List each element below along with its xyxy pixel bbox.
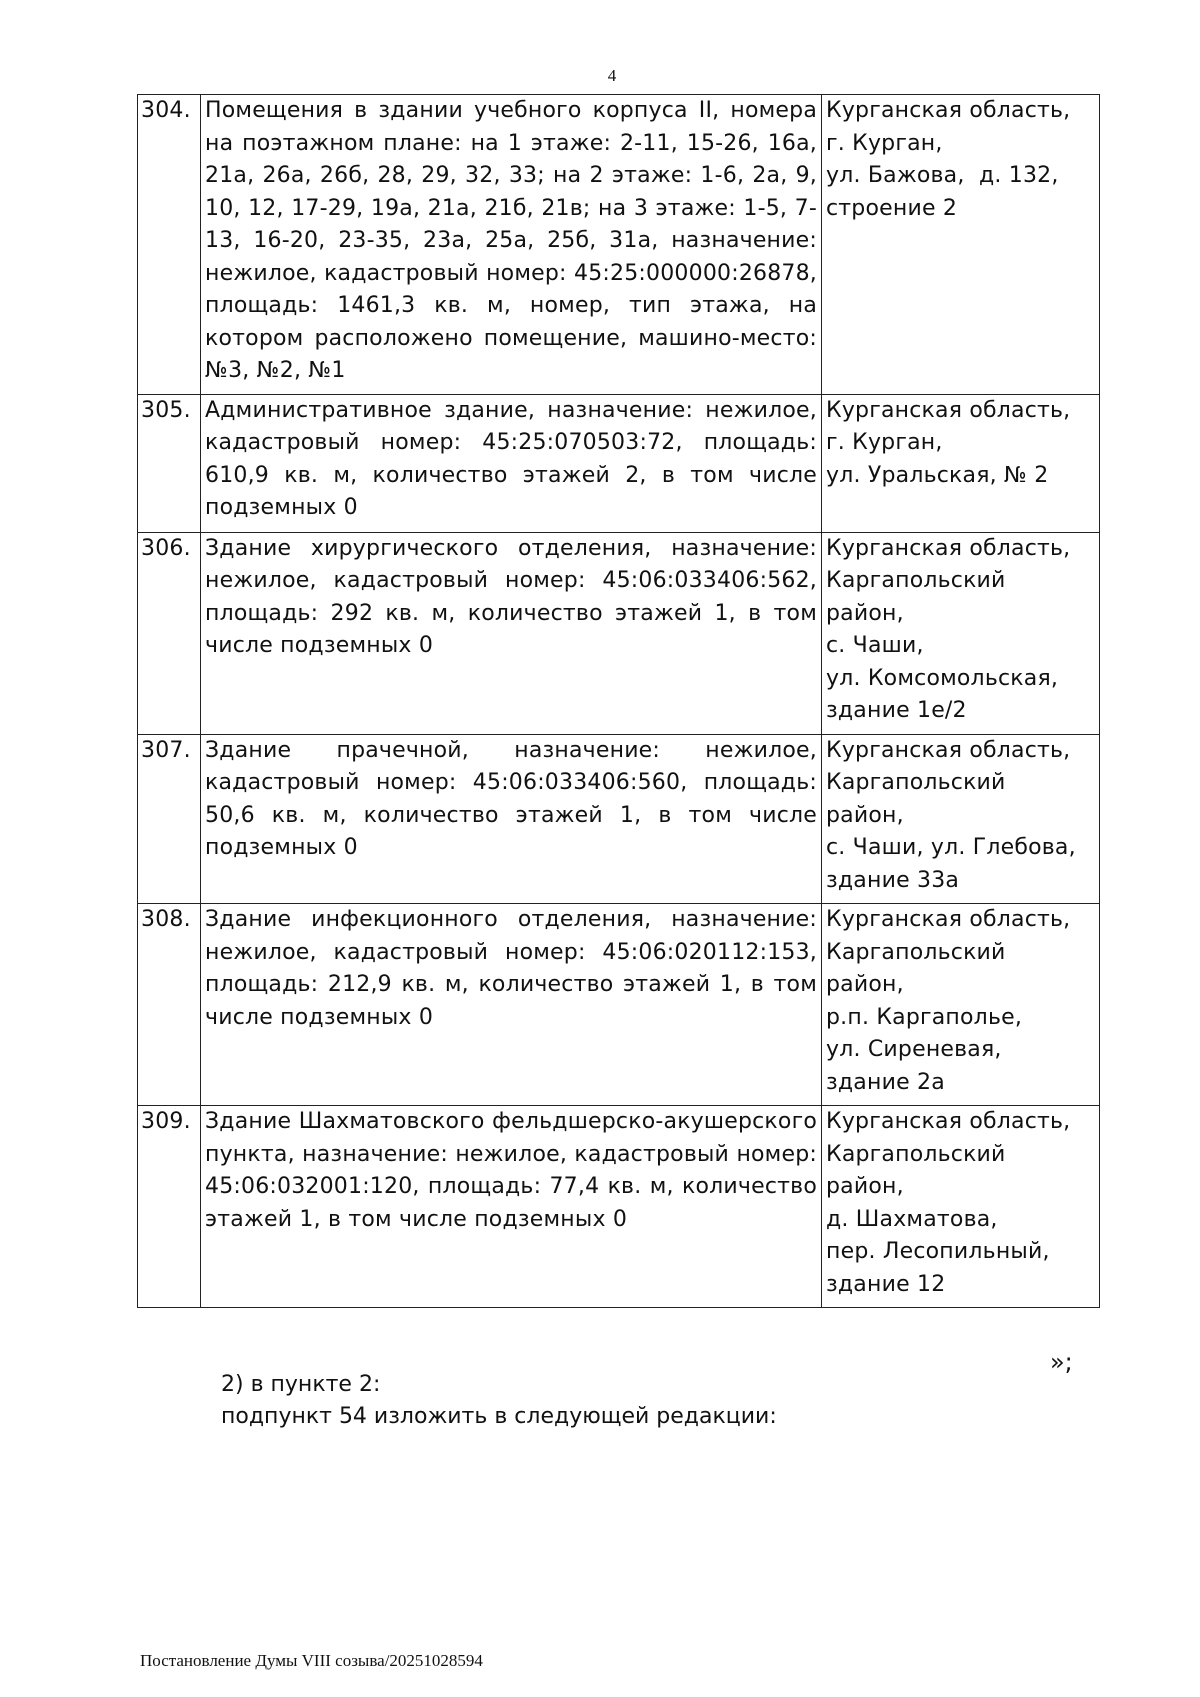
address-line: ул. Комсомольская, <box>826 665 1059 691</box>
property-address <box>822 394 1100 532</box>
address-line: Курганская область, <box>826 737 1071 763</box>
property-description: Здание Шахматовского фельдшерско-акушерского пункта, назначение: нежилое, кадастровый номер: 45:06:032001:120, площадь: 77,4 кв. м, количество этажей 1, в том числе подземных 0 <box>201 1106 822 1308</box>
address-line: строение 2 <box>826 195 958 221</box>
property-description: Административное здание, назначение: нежилое, кадастровый номер: 45:25:070503:72, площадь: 610,9 кв. м, количество этажей 2, в том числе подземных 0 <box>201 394 822 532</box>
address-line: Курганская область, <box>826 1109 1071 1134</box>
property-registry-table <box>137 94 1100 1308</box>
row-number: 306. <box>138 532 201 734</box>
table-row <box>138 532 1100 734</box>
address-line: г. Курган, <box>826 430 943 455</box>
row-number: 305. <box>138 394 201 532</box>
address-line: район, <box>826 802 904 828</box>
address-line: район, <box>826 600 904 626</box>
property-description: Здание прачечной, назначение: нежилое, кадастровый номер: 45:06:033406:560, площадь: 50,6 кв. м, количество этажей 1, в том числе подземных 0 <box>201 734 822 904</box>
amendment-item: 2) в пункте 2: <box>221 1372 381 1397</box>
address-line: район, <box>826 1174 904 1199</box>
address-line: здание 12 <box>826 1271 946 1297</box>
property-address <box>822 95 1100 395</box>
property-address <box>822 1106 1100 1308</box>
address-line: здание 1е/2 <box>826 698 967 723</box>
table-row <box>138 734 1100 904</box>
address-line: район, <box>826 972 904 997</box>
address-line: здание 33а <box>826 867 960 893</box>
address-line: с. Чаши, <box>826 633 924 658</box>
property-description: Здание хирургического отделения, назначение: нежилое, кадастровый номер: 45:06:033406:562, площадь: 292 кв. м, количество этажей 1, в том числе подземных 0 <box>201 532 822 734</box>
address-line: Курганская область, <box>826 98 1071 123</box>
table-row <box>138 394 1100 532</box>
table-row <box>138 904 1100 1106</box>
address-line: здание 2а <box>826 1069 945 1095</box>
property-address <box>822 532 1100 734</box>
table-row <box>138 1106 1100 1308</box>
row-number: 307. <box>138 734 201 904</box>
document-footer: Постановление Думы VIII созыва/20251028594 <box>140 1651 483 1670</box>
address-line: Каргапольский <box>826 1141 1006 1167</box>
row-number: 304. <box>138 95 201 395</box>
address-line: ул. Уральская, № 2 <box>826 462 1049 488</box>
address-line: Курганская область, <box>826 907 1071 932</box>
address-line: р.п. Каргаполье, <box>826 1004 1023 1030</box>
closing-quote: »; <box>1050 1348 1073 1376</box>
address-line: Курганская область, <box>826 397 1071 423</box>
table-row <box>138 95 1100 395</box>
address-line: Каргапольский <box>826 770 1006 795</box>
address-line: с. Чаши, ул. Глебова, <box>826 835 1076 860</box>
address-line: пер. Лесопильный, <box>826 1239 1050 1264</box>
row-number: 309. <box>138 1106 201 1308</box>
page-number: 4 <box>607 66 617 85</box>
property-description: Помещения в здании учебного корпуса II, номера на поэтажном плане: на 1 этаже: 2-11, 15-26, 16а, 21а, 26а, 26б, 28, 29, 32, 33; на 2 этаже: 1-6, 2а, 9, 10, 12, 17-29, 19а, 21а, 21б, 21в; на 3 этаже: 1-5, 7-13, 16-20, 23-35, 23а, 25а, 25б, 31а, назначение: нежилое, кадастровый номер: 45:25:000000:26878, площадь: 1461,3 кв. м, номер, тип этажа, на котором расположено помещение, машино-место: №3, №2, №1 <box>201 95 822 395</box>
row-number: 308. <box>138 904 201 1106</box>
address-line: г. Курган, <box>826 130 943 156</box>
property-description: Здание инфекционного отделения, назначение: нежилое, кадастровый номер: 45:06:020112:153, площадь: 212,9 кв. м, количество этажей 1, в том числе подземных 0 <box>201 904 822 1106</box>
address-line: ул. Бажова, д. 132, <box>826 163 1059 188</box>
address-line: д. Шахматова, <box>826 1206 998 1232</box>
address-line: ул. Сиреневая, <box>826 1037 1002 1062</box>
address-line: Каргапольский <box>826 568 1006 593</box>
property-address <box>822 904 1100 1106</box>
property-address <box>822 734 1100 904</box>
address-line: Каргапольский <box>826 939 1006 965</box>
amendment-instruction: подпункт 54 изложить в следующей редакции: <box>221 1404 777 1429</box>
address-line: Курганская область, <box>826 535 1071 561</box>
